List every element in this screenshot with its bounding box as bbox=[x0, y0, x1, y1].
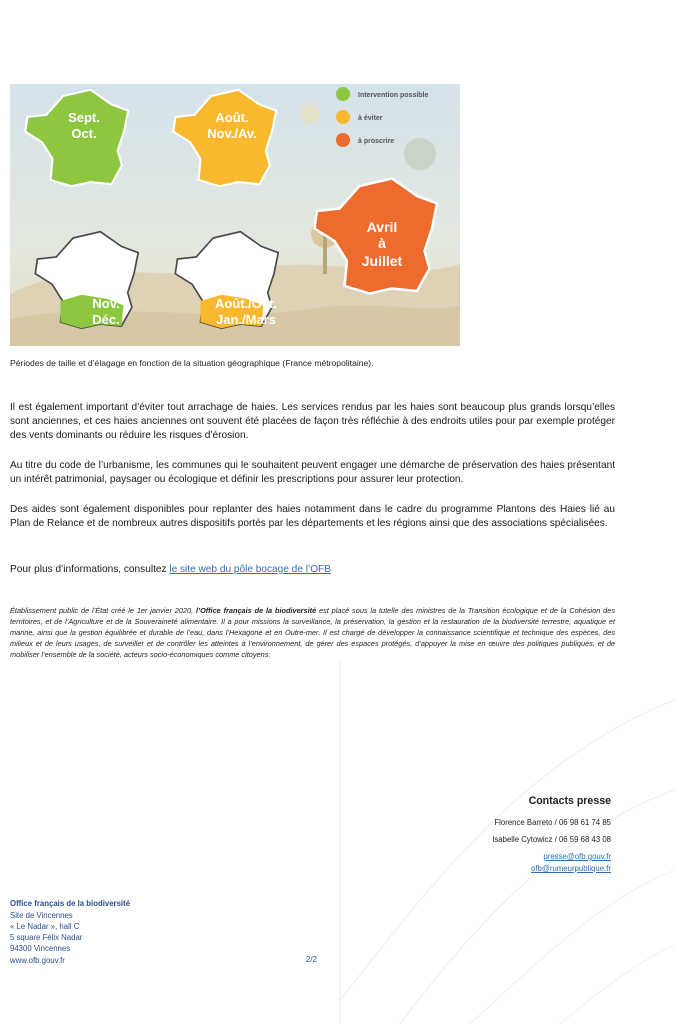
bocage-link[interactable]: le site web du pôle bocage de l’OFB bbox=[169, 564, 331, 575]
figure-caption: Périodes de taille et d’élagage en fonction de la situation géographique (France métropolitaine). bbox=[10, 358, 374, 368]
more-info-text: Pour plus d’informations, consultez bbox=[10, 564, 170, 575]
contacts-title: Contacts presse bbox=[528, 795, 611, 807]
map-label-line: Oct. bbox=[71, 126, 97, 141]
map-label-line: à bbox=[378, 235, 386, 251]
map-label-line: Déc. bbox=[92, 312, 120, 327]
paragraph-aides: Des aides sont également disponibles pour replanter des haies notamment dans le cadre du programme Plantons des Haies lié au Plan de Relance et de nombreux autres dispositifs portés par les départements et les régions ainsi que des associations spécialisées. bbox=[10, 504, 615, 530]
address-line: « Le Nadar », hall C bbox=[10, 922, 80, 931]
address-org-name: Office français de la biodiversité bbox=[10, 899, 131, 908]
contact-line: Isabelle Cytowicz / 06 59 68 43 08 bbox=[492, 835, 611, 844]
map-label-line: Avril bbox=[366, 219, 398, 235]
website-link[interactable]: www.ofb.gouv.fr bbox=[10, 956, 65, 965]
map-label-line: Août./Oct. bbox=[214, 296, 278, 311]
paragraph-arrachage: Il est également important d’éviter tout arrachage de haies. Les services rendus par les haies sont beaucoup plus grands lorsqu’elles sont anciennes, et ces haies anciennes ont souvent été placées de façon très réfléchie à des endroits utiles pour par exemple protéger des vents dominants ou réduire les risques d’érosion. bbox=[10, 402, 615, 442]
ofb-description-prefix: Établissement public de l’État créé le 1er janvier 2020, bbox=[10, 606, 196, 615]
legend-label: à éviter bbox=[358, 115, 383, 122]
press-email-link[interactable]: presse@ofb.gouv.fr bbox=[543, 852, 611, 861]
map-label-line: Sept. bbox=[68, 110, 100, 125]
map-label-line: Août. bbox=[215, 110, 249, 125]
ofb-name-bold: l’Office français de la biodiversité bbox=[195, 606, 317, 615]
pruning-periods-figure bbox=[10, 84, 460, 346]
map-label-line: Juillet bbox=[361, 253, 403, 269]
legend-label: à proscrire bbox=[358, 138, 395, 145]
ofb-description bbox=[10, 605, 615, 660]
paragraph-more-info bbox=[10, 563, 615, 577]
ofb-description-rest: est placé sous la tutelle des ministres de la Transition écologique et de la Cohésion des territoires, et de l’Agriculture et de la Souveraineté alimentaire. Il a pour missions la surveillance, la préservation, la gestion et la restauration de la biodiversité terrestre, aquatique et marine, ainsi que la gestion équilibrée et durable de l’eau, dans l’Hexagone et en Outre-mer. Il est chargé de développer la connaissance scientifique et technique des espèces, des milieux et de leurs usages, de surveiller et de contrôler les atteintes à l’environnement, de gérer des espaces protégés, d’appuyer la mise en œuvre des politiques publiques, et de mobiliser l’ensemble de la société, acteurs socio-économiques comme citoyens. bbox=[10, 606, 615, 659]
page-number: 2/2 bbox=[306, 955, 317, 964]
address-line: Site de Vincennes bbox=[10, 911, 73, 920]
map-label-line: Nov. bbox=[92, 296, 120, 311]
address-line: 94300 Vincennes bbox=[10, 944, 71, 953]
map-label-line: Jan./Mars bbox=[216, 312, 276, 327]
legend-label: Intervention possible bbox=[358, 92, 429, 99]
address-line: 5 square Félix Nadar bbox=[10, 933, 83, 942]
map-label-line: Nov./Av. bbox=[207, 126, 257, 141]
agency-email-link[interactable]: ofb@rumeurpublique.fr bbox=[531, 864, 611, 873]
paragraph-urbanisme: Au titre du code de l’urbanisme, les communes qui le souhaitent peuvent engager une démarche de préservation des haies présentant un intérêt patrimonial, paysager ou écologique et définir les prescriptions pour assurer leur protection. bbox=[10, 460, 615, 486]
contact-line: Florence Barreto / 06 98 61 74 85 bbox=[494, 818, 611, 827]
